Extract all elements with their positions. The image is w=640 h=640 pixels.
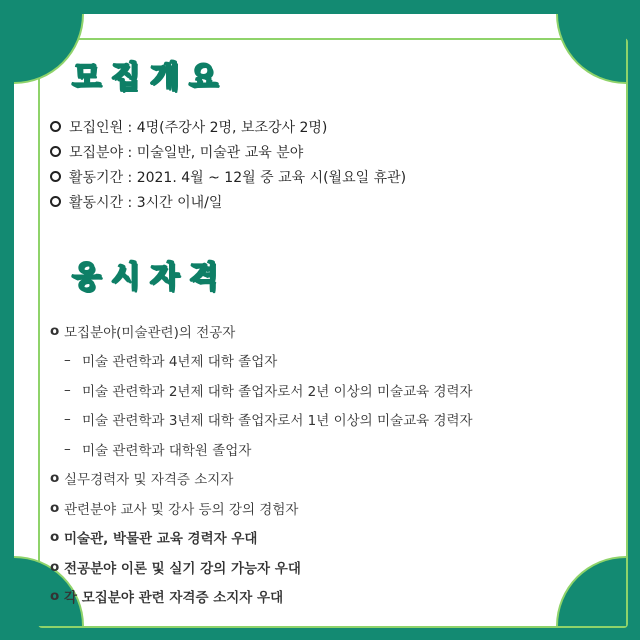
recruitment-overview-title: 모집개요: [72, 60, 228, 95]
list-item: 활동시간 : 3시간 이내/일: [50, 189, 406, 214]
circle-bullet-icon: [50, 196, 61, 207]
circle-bullet-icon: [50, 121, 61, 132]
list-item-preferred: o 미술관, 박물관 교육 경력자 우대: [50, 529, 258, 548]
list-item-preferred: o 전공분야 이론 및 실기 강의 가능자 우대: [50, 558, 301, 577]
list-item-preferred: o 각 모집분야 관련 자격증 소지자 우대: [50, 588, 284, 607]
list-item: 모집인원 : 4명(주강사 2명, 보조강사 2명): [50, 114, 406, 139]
circle-bullet-icon: [50, 171, 61, 182]
eligibility-list: [50, 316, 473, 611]
overview-list: [50, 114, 406, 214]
list-item: – 미술 관련학과 2년제 대학 졸업자로서 2년 이상의 미술교육 경력자: [64, 381, 473, 400]
list-item: 활동기간 : 2021. 4월 ~ 12월 중 교육 시(월요일 휴관): [50, 164, 406, 189]
circle-bullet-icon: [50, 146, 61, 157]
list-item: – 미술 관련학과 3년제 대학 졸업자로서 1년 이상의 미술교육 경력자: [64, 411, 473, 430]
list-item: o 관련분야 교사 및 강사 등의 강의 경험자: [50, 499, 299, 518]
list-item: – 미술 관련학과 4년제 대학 졸업자: [64, 352, 278, 371]
list-item: o 실무경력자 및 자격증 소지자: [50, 470, 234, 489]
list-item: – 미술 관련학과 대학원 졸업자: [64, 440, 252, 459]
eligibility-title: 응시자격: [72, 260, 228, 295]
list-item: 모집분야 : 미술일반, 미술관 교육 분야: [50, 139, 406, 164]
list-item: o 모집분야(미술관련)의 전공자: [50, 322, 236, 341]
